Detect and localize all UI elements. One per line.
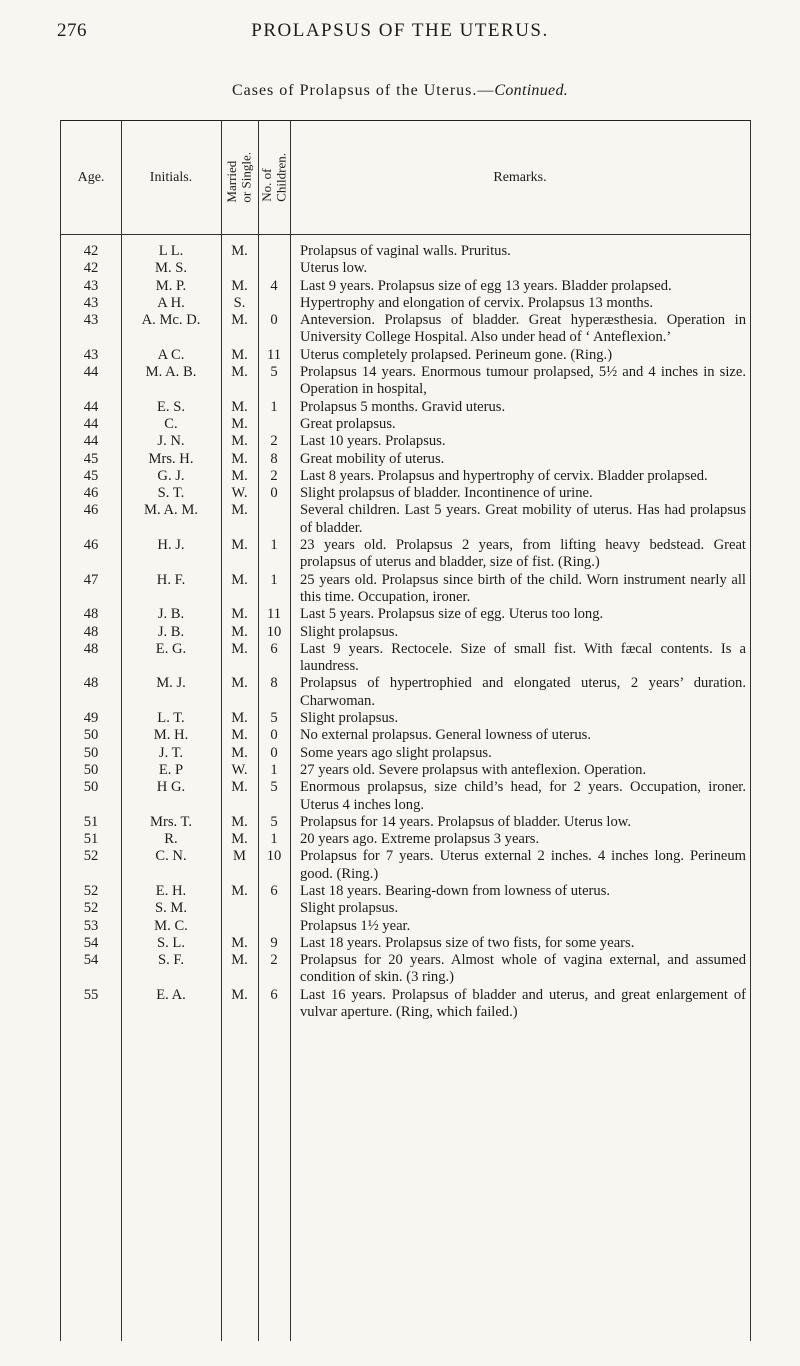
cell-children: 6 bbox=[270, 986, 278, 1003]
cell-remarks: Last 16 years. Prolapsus of bladder and uterus, and great enlargement of vulvar aperture. (Ring, which failed.) bbox=[300, 986, 746, 1021]
cell-age: 42 bbox=[83, 243, 99, 259]
cell-age: 43 bbox=[83, 312, 99, 329]
cell-children bbox=[258, 416, 290, 433]
table-row bbox=[61, 762, 750, 779]
page-header bbox=[0, 20, 800, 50]
cell-status: M. bbox=[231, 744, 248, 761]
cell-remarks: 23 years old. Prolapsus 2 years, from lifting heavy bedstead. Great prolapsus of uterus and bladder, size of fist. (Ring.) bbox=[300, 537, 746, 571]
cell-remarks: Last 9 years. Prolapsus size of egg 13 years. Bladder prolapsed. bbox=[300, 277, 672, 294]
table-row bbox=[61, 987, 750, 1022]
cell-initials: M. A. B. bbox=[145, 364, 197, 381]
cell-initials: J. T. bbox=[158, 744, 184, 761]
cell-age: 44 bbox=[83, 364, 99, 381]
cell-children bbox=[258, 243, 290, 260]
header-age: Age. bbox=[77, 169, 105, 185]
cell-age: 51 bbox=[83, 813, 99, 830]
cell-remarks: Last 18 years. Prolapsus size of two fists, for some years. bbox=[300, 934, 635, 951]
cell-initials: M. C. bbox=[154, 917, 188, 934]
cases-table bbox=[60, 120, 751, 1341]
cell-status: M. bbox=[231, 415, 248, 432]
cell-age: 43 bbox=[83, 277, 99, 294]
cell-age: 43 bbox=[83, 294, 99, 311]
table-row bbox=[61, 814, 750, 831]
cell-initials: E. G. bbox=[155, 640, 187, 657]
cell-status: M. bbox=[231, 277, 248, 294]
cell-remarks: Prolapsus 5 months. Gravid uterus. bbox=[300, 398, 506, 415]
cell-children: 8 bbox=[270, 450, 278, 467]
cell-status bbox=[221, 900, 258, 917]
cell-age: 50 bbox=[83, 744, 99, 761]
cell-initials: A C. bbox=[157, 346, 185, 363]
cell-status: M. bbox=[231, 364, 248, 381]
table-row bbox=[61, 675, 750, 710]
cell-initials: L. T. bbox=[157, 710, 185, 727]
cell-remarks: Prolapsus of hypertrophied and elongated uterus, 2 years’ duration. Charwoman. bbox=[300, 675, 746, 709]
cell-age: 52 bbox=[83, 900, 99, 917]
cell-status: M. bbox=[231, 986, 248, 1003]
cell-children: 5 bbox=[270, 813, 278, 830]
cell-initials: E. H. bbox=[155, 882, 187, 899]
cell-initials: S. T. bbox=[157, 485, 185, 502]
table-row bbox=[61, 848, 750, 883]
cell-initials: C. N. bbox=[155, 848, 187, 865]
cell-age: 44 bbox=[83, 398, 99, 415]
cell-initials: M. H. bbox=[153, 727, 189, 744]
cell-remarks: Prolapsus 14 years. Enormous tumour prolapsed, 5½ and 4 inches in size. Operation in hospital, bbox=[300, 364, 746, 398]
cell-status: M. bbox=[231, 467, 248, 484]
table-row bbox=[61, 918, 750, 935]
cell-age: 54 bbox=[83, 952, 99, 969]
cell-remarks: Hypertrophy and elongation of cervix. Prolapsus 13 months. bbox=[300, 294, 654, 311]
cell-initials: J. N. bbox=[157, 433, 185, 450]
cell-age: 52 bbox=[83, 882, 99, 899]
cell-children: 5 bbox=[270, 779, 278, 796]
table-row bbox=[61, 260, 750, 277]
header-divider bbox=[61, 234, 750, 235]
running-head: PROLAPSUS OF THE UTERUS. bbox=[251, 20, 549, 41]
cell-status: M. bbox=[231, 623, 248, 640]
cell-initials: E. P bbox=[158, 761, 184, 778]
table-body bbox=[61, 243, 750, 1021]
cell-remarks: Prolapsus for 14 years. Prolapsus of bladder. Uterus low. bbox=[300, 813, 632, 830]
cell-children: 0 bbox=[270, 744, 278, 761]
page-number: 276 bbox=[57, 20, 87, 41]
cell-age: 53 bbox=[83, 917, 99, 934]
cell-children: 0 bbox=[270, 485, 278, 502]
cell-initials: M. J. bbox=[156, 675, 186, 692]
cell-children: 0 bbox=[270, 312, 278, 329]
cell-initials: G. J. bbox=[157, 467, 185, 484]
cell-age: 47 bbox=[83, 571, 99, 588]
cell-initials: S. M. bbox=[154, 900, 188, 917]
cell-age: 46 bbox=[83, 537, 99, 554]
header-married-text: Married or Single. bbox=[224, 152, 254, 203]
table-row bbox=[61, 451, 750, 468]
cell-children: 1 bbox=[270, 537, 278, 554]
cell-children: 10 bbox=[266, 848, 282, 865]
cell-age: 44 bbox=[83, 433, 99, 450]
cell-children: 2 bbox=[270, 433, 278, 450]
cell-age: 42 bbox=[83, 260, 99, 277]
cell-status: M. bbox=[231, 934, 248, 951]
cell-age: 50 bbox=[83, 779, 99, 796]
cell-remarks: Uterus low. bbox=[300, 260, 368, 277]
cell-initials: C. bbox=[164, 415, 178, 432]
cell-age: 46 bbox=[83, 485, 99, 502]
cell-remarks: Great prolapsus. bbox=[300, 415, 396, 432]
cell-status: W. bbox=[231, 761, 248, 778]
cell-status bbox=[221, 260, 258, 277]
header-initials: Initials. bbox=[149, 169, 193, 185]
cell-children: 1 bbox=[270, 831, 278, 848]
table-row bbox=[61, 243, 750, 260]
table-row bbox=[61, 485, 750, 502]
cell-status bbox=[221, 918, 258, 935]
cell-initials: E. A. bbox=[156, 986, 186, 1003]
cell-children: 6 bbox=[270, 882, 278, 899]
cell-remarks: Anteversion. Prolapsus of bladder. Great hyperæsthesia. Operation in University College Hospital. Also under head of ‘ Anteflexion.’ bbox=[300, 312, 746, 346]
cell-children: 10 bbox=[266, 623, 282, 640]
table-row bbox=[61, 745, 750, 762]
table-row bbox=[61, 935, 750, 952]
cell-status: M. bbox=[231, 882, 248, 899]
cell-age: 45 bbox=[83, 467, 99, 484]
cell-remarks: Prolapsus of vaginal walls. Pruritus. bbox=[300, 243, 511, 259]
caption-continued: Continued. bbox=[494, 82, 569, 99]
header-children-text: No. of Children. bbox=[258, 153, 288, 202]
cell-remarks: 20 years ago. Extreme prolapsus 3 years. bbox=[300, 831, 540, 848]
header-married bbox=[221, 121, 258, 234]
cell-age: 51 bbox=[83, 831, 99, 848]
header-children bbox=[258, 121, 290, 234]
cell-age: 44 bbox=[83, 415, 99, 432]
cell-initials: S. F. bbox=[157, 952, 184, 969]
cell-initials: Mrs. T. bbox=[149, 813, 193, 830]
cell-children: 2 bbox=[270, 952, 278, 969]
table-row bbox=[61, 641, 750, 676]
cell-remarks: Last 10 years. Prolapsus. bbox=[300, 433, 446, 450]
cell-age: 46 bbox=[83, 502, 99, 519]
cell-status: M. bbox=[231, 243, 248, 259]
cell-children bbox=[258, 260, 290, 277]
table-row bbox=[61, 952, 750, 987]
table-row bbox=[61, 727, 750, 744]
cell-children: 11 bbox=[266, 346, 282, 363]
table-row bbox=[61, 624, 750, 641]
cell-age: 55 bbox=[83, 986, 99, 1003]
table-row bbox=[61, 399, 750, 416]
cell-initials: M. P. bbox=[155, 277, 187, 294]
cell-initials: A. Mc. D. bbox=[141, 312, 201, 329]
cell-status: W. bbox=[231, 485, 248, 502]
cell-status: M. bbox=[231, 450, 248, 467]
cell-status: S. bbox=[233, 294, 246, 311]
table-row bbox=[61, 416, 750, 433]
cell-status: M. bbox=[231, 831, 248, 848]
cell-children: 1 bbox=[270, 571, 278, 588]
table-row bbox=[61, 347, 750, 364]
cell-remarks: Prolapsus 1½ year. bbox=[300, 917, 411, 934]
cell-children: 1 bbox=[270, 398, 278, 415]
cell-remarks: Slight prolapsus. bbox=[300, 900, 399, 917]
cell-remarks: Last 9 years. Rectocele. Size of small fist. With fæcal contents. Is a laundress. bbox=[300, 640, 746, 675]
cell-age: 50 bbox=[83, 761, 99, 778]
cell-initials: Mrs. H. bbox=[148, 450, 194, 467]
cell-remarks: Great mobility of uterus. bbox=[300, 450, 445, 467]
cell-remarks: Last 8 years. Prolapsus and hypertrophy of cervix. Bladder prolapsed. bbox=[300, 467, 708, 484]
header-remarks: Remarks. bbox=[493, 169, 547, 185]
cell-initials: A H. bbox=[157, 294, 185, 311]
cell-children: 11 bbox=[266, 606, 282, 623]
table-row bbox=[61, 537, 750, 572]
table-row bbox=[61, 312, 750, 347]
cell-status: M. bbox=[231, 398, 248, 415]
cell-children: 6 bbox=[270, 640, 278, 657]
table-row bbox=[61, 710, 750, 727]
cell-remarks: Uterus completely prolapsed. Perineum gone. (Ring.) bbox=[300, 346, 613, 363]
cell-remarks: Slight prolapsus. bbox=[300, 710, 399, 727]
cell-age: 45 bbox=[83, 450, 99, 467]
table-row bbox=[61, 295, 750, 312]
cell-remarks: Slight prolapsus of bladder. Incontinence of urine. bbox=[300, 485, 593, 502]
cell-status: M. bbox=[231, 813, 248, 830]
table-row bbox=[61, 883, 750, 900]
cell-status: M. bbox=[231, 502, 248, 519]
cell-status: M bbox=[233, 848, 246, 865]
table-row bbox=[61, 502, 750, 537]
cell-initials: S. L. bbox=[157, 934, 185, 951]
cell-remarks: Several children. Last 5 years. Great mobility of uterus. Has had prolapsus of bladder. bbox=[300, 502, 746, 536]
cell-children: 5 bbox=[270, 364, 278, 381]
cell-status: M. bbox=[231, 571, 248, 588]
cell-children: 5 bbox=[270, 710, 278, 727]
cell-initials: H G. bbox=[156, 779, 186, 796]
cell-age: 52 bbox=[83, 848, 99, 865]
table-row bbox=[61, 779, 750, 814]
cell-remarks: Prolapsus for 20 years. Almost whole of vagina external, and assumed condition of skin. (3 ring.) bbox=[300, 952, 746, 986]
cell-initials: H. F. bbox=[156, 571, 186, 588]
table-row bbox=[61, 278, 750, 295]
cell-initials: M. S. bbox=[154, 260, 188, 277]
cell-status: M. bbox=[231, 312, 248, 329]
cell-age: 54 bbox=[83, 934, 99, 951]
cell-status: M. bbox=[231, 710, 248, 727]
cell-status: M. bbox=[231, 606, 248, 623]
cell-children: 0 bbox=[270, 727, 278, 744]
cell-status: M. bbox=[231, 346, 248, 363]
cell-remarks: Enormous prolapsus, size child’s head, for 2 years. Occupation, ironer. Uterus 4 inches long. bbox=[300, 779, 746, 813]
cell-children bbox=[258, 295, 290, 312]
cell-status: M. bbox=[231, 537, 248, 554]
cell-children bbox=[258, 900, 290, 917]
cell-remarks: Last 18 years. Bearing-down from lowness of uterus. bbox=[300, 882, 611, 899]
table-row bbox=[61, 364, 750, 399]
cell-remarks: 25 years old. Prolapsus since birth of the child. Worn instrument nearly all this time. Occupation, ironer. bbox=[300, 571, 746, 605]
cell-children: 1 bbox=[270, 761, 278, 778]
cell-children: 2 bbox=[270, 467, 278, 484]
cell-status: M. bbox=[231, 640, 248, 657]
cell-remarks: Prolapsus for 7 years. Uterus external 2 inches. 4 inches long. Perineum good. (Ring.) bbox=[300, 848, 746, 882]
table-caption bbox=[0, 82, 800, 100]
cell-initials: H. J. bbox=[157, 537, 185, 554]
table-row bbox=[61, 831, 750, 848]
cell-status: M. bbox=[231, 952, 248, 969]
cell-age: 48 bbox=[83, 606, 99, 623]
cell-age: 48 bbox=[83, 675, 99, 692]
table-row bbox=[61, 468, 750, 485]
cell-age: 50 bbox=[83, 727, 99, 744]
cell-status: M. bbox=[231, 433, 248, 450]
table-row bbox=[61, 572, 750, 607]
table-row bbox=[61, 900, 750, 917]
cell-status: M. bbox=[231, 779, 248, 796]
cell-remarks: Slight prolapsus. bbox=[300, 623, 399, 640]
cell-children bbox=[258, 502, 290, 537]
cell-age: 49 bbox=[83, 710, 99, 727]
cell-children: 9 bbox=[270, 934, 278, 951]
cell-remarks: No external prolapsus. General lowness of uterus. bbox=[300, 727, 591, 744]
caption-main: Cases of Prolapsus of the Uterus.— bbox=[231, 82, 495, 99]
cell-remarks: 27 years old. Severe prolapsus with anteflexion. Operation. bbox=[300, 761, 647, 778]
cell-initials: M. A. M. bbox=[144, 502, 198, 519]
cell-age: 43 bbox=[83, 346, 99, 363]
cell-children: 4 bbox=[270, 277, 278, 294]
cell-age: 48 bbox=[83, 623, 99, 640]
cell-remarks: Some years ago slight prolapsus. bbox=[300, 744, 492, 761]
cell-remarks: Last 5 years. Prolapsus size of egg. Uterus too long. bbox=[300, 606, 604, 623]
cell-initials: L L. bbox=[158, 243, 184, 259]
cell-children bbox=[258, 918, 290, 935]
cell-age: 48 bbox=[83, 640, 99, 657]
cell-initials: E. S. bbox=[157, 398, 185, 415]
cell-initials: R. bbox=[164, 831, 178, 848]
cell-status: M. bbox=[231, 727, 248, 744]
cell-initials: J. B. bbox=[157, 623, 185, 640]
cell-status: M. bbox=[231, 675, 248, 692]
cell-initials: J. B. bbox=[157, 606, 185, 623]
table-row bbox=[61, 606, 750, 623]
table-row bbox=[61, 433, 750, 450]
cell-children: 8 bbox=[270, 675, 278, 692]
